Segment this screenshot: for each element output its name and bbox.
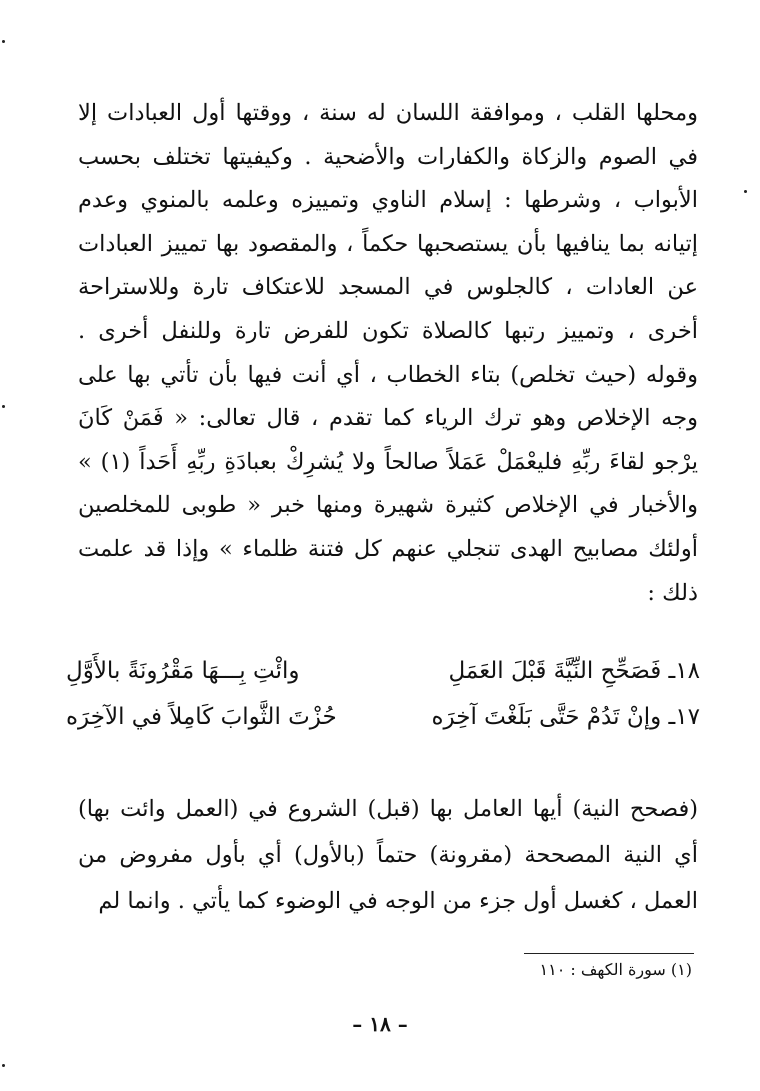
footnote: (١) سورة الكهف : ١١٠ xyxy=(539,960,692,979)
verse xyxy=(66,648,700,694)
verse-second-hemistich: وائْتِ بِـــهَا مَقْرُونَةً بالأَوَّلِ xyxy=(66,658,300,684)
verse xyxy=(66,694,700,740)
verse-second-hemistich: حُزْتَ الثَّوابَ كَامِلاً في الآخِرَه xyxy=(66,704,337,730)
paragraph: ومحلها القلب ، وموافقة اللسان له سنة ، ووقتها أول العبادات إلا في الصوم والزكاة والكفارات والأضحية . وكيفيتها تختلف بحسب الأبواب ، وشرطها : إسلام الناوي وتمييزه وعلمه بالمنوي وعدم إتيانه بما ينافيها بأن يستصحبها حكماً ، والمقصود بها تمييز العبادات عن العادات ، كالجلوس في المسجد للاعتكاف تارة وللاستراحة أخرى ، وتمييز رتبها كالصلاة تكون للفرض تارة وللنفل أخرى . وقوله (حيث تخلص) بتاء الخطاب ، أي أنت فيها بأن تأتي بها على وجه الإخلاص وهو ترك الرياء كما تقدم ، قال تعالى: « فَمَنْ كَانَ يرْجو لقاءَ ربِّهِ فليعْمَلْ عَمَلاً صالحاً ولا يُشرِكْ بعبادَةِ ربِّهِ أَحَداً (١) » والأخبار في الإخلاص كثيرة شهيرة ومنها خبر « طوبى للمخلصين أولئك مصابيح الهدى تنجلي عنهم كل فتنة ظلماء » وإذا قد علمت ذلك : xyxy=(78,100,698,606)
margin-mark xyxy=(2,1064,5,1067)
margin-mark xyxy=(2,405,5,408)
paragraph: (فصحح النية) أيها العامل بها (قبل) الشروع في (العمل وائت بها) أي النية المصححة (مقرونة) حتماً (بالأول) أي بأول مفروض من العمل ، كغسل أول جزء من الوجه في الوضوء كما يأتي . وانما لم xyxy=(78,796,698,914)
main-text xyxy=(78,92,698,615)
margin-mark xyxy=(744,190,747,193)
page-number: – ١٨ – xyxy=(352,1012,408,1036)
verse-first-hemistich: ١٨ـ فَصَحِّحِ النِّيَّةَ قَبْلَ العَمَلِ xyxy=(448,658,700,684)
margin-mark xyxy=(2,40,5,43)
verse-first-hemistich: ١٧ـ وإنْ تَدُمْ حَتَّى بَلَغْتَ آخِرَه xyxy=(431,704,700,730)
commentary-text xyxy=(78,786,698,924)
footnote-divider xyxy=(524,953,694,954)
verse-block xyxy=(66,648,700,740)
